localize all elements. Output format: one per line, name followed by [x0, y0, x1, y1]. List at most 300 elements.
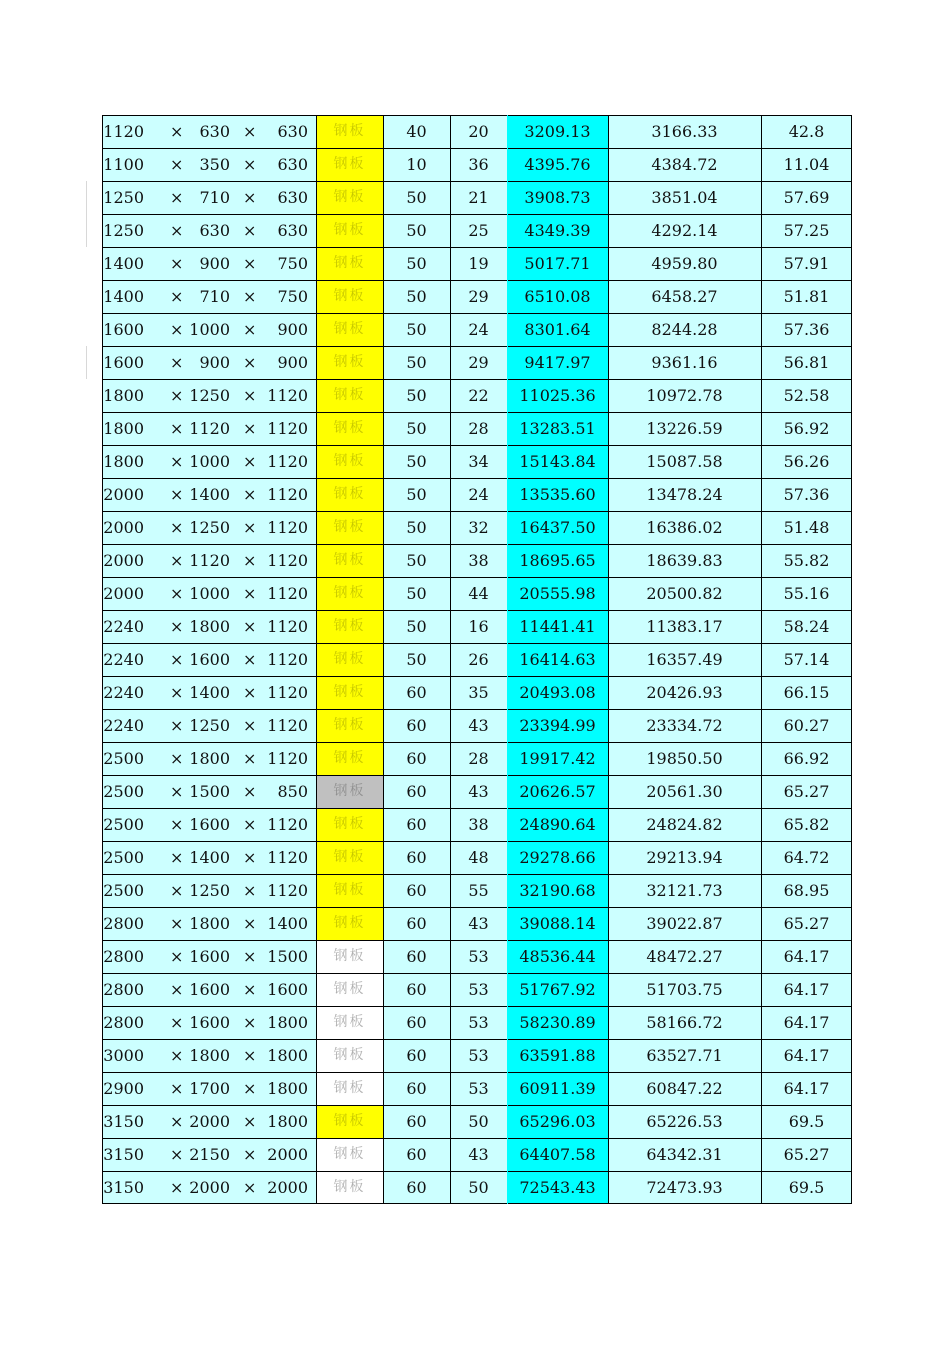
material-cell[interactable]: 钢板 [316, 1138, 383, 1171]
thickness-cell[interactable]: 60 [383, 742, 450, 775]
count-cell[interactable]: 34 [450, 445, 507, 478]
dimension-cell[interactable] [102, 643, 316, 676]
material-cell[interactable]: 钢板 [316, 940, 383, 973]
material-cell[interactable]: 钢板 [316, 775, 383, 808]
thickness-cell[interactable]: 60 [383, 1039, 450, 1072]
difference-cell[interactable]: 57.36 [761, 478, 852, 511]
gross-weight-cell[interactable]: 5017.71 [507, 247, 608, 280]
grid-line [102, 709, 852, 710]
count-cell[interactable]: 28 [450, 742, 507, 775]
dim-length: 2240 [103, 683, 144, 702]
thickness-cell[interactable]: 60 [383, 1105, 450, 1138]
thickness-cell[interactable]: 40 [383, 115, 450, 148]
difference-cell[interactable]: 64.17 [761, 1072, 852, 1105]
dim-height: 1800 [267, 1079, 308, 1098]
dim-length: 2000 [103, 518, 144, 537]
net-weight-cell[interactable]: 58166.72 [608, 1006, 761, 1039]
thickness-cell[interactable]: 50 [383, 643, 450, 676]
table-row [102, 874, 852, 907]
dimension-cell[interactable] [102, 808, 316, 841]
dimension-cell[interactable] [102, 775, 316, 808]
count-cell[interactable]: 36 [450, 148, 507, 181]
dim-separator: × [243, 584, 257, 603]
dim-height: 750 [277, 254, 308, 273]
count-cell[interactable]: 55 [450, 874, 507, 907]
dim-separator: × [170, 188, 184, 207]
grid-line [102, 1171, 852, 1172]
thickness-cell[interactable]: 60 [383, 1072, 450, 1105]
dimension-cell[interactable] [102, 115, 316, 148]
gross-weight-cell[interactable]: 48536.44 [507, 940, 608, 973]
thickness-cell[interactable]: 50 [383, 379, 450, 412]
material-cell[interactable]: 钢板 [316, 577, 383, 610]
dim-length: 1800 [103, 452, 144, 471]
count-cell[interactable]: 26 [450, 643, 507, 676]
grid-line [102, 148, 852, 149]
difference-cell[interactable]: 58.24 [761, 610, 852, 643]
difference-cell[interactable]: 64.17 [761, 973, 852, 1006]
table-row [102, 610, 852, 643]
net-weight-cell[interactable]: 20561.30 [608, 775, 761, 808]
gross-weight-cell[interactable]: 72543.43 [507, 1171, 608, 1204]
dim-separator: × [243, 188, 257, 207]
dimension-cell[interactable] [102, 478, 316, 511]
gross-weight-cell[interactable]: 65296.03 [507, 1105, 608, 1138]
net-weight-cell[interactable]: 16357.49 [608, 643, 761, 676]
count-cell[interactable]: 35 [450, 676, 507, 709]
grid-line [102, 643, 852, 644]
dimension-cell[interactable] [102, 379, 316, 412]
thickness-cell[interactable]: 50 [383, 181, 450, 214]
count-cell[interactable]: 20 [450, 115, 507, 148]
dimension-cell[interactable] [102, 874, 316, 907]
gross-weight-cell[interactable]: 51767.92 [507, 973, 608, 1006]
difference-cell[interactable]: 55.16 [761, 577, 852, 610]
gross-weight-cell[interactable]: 8301.64 [507, 313, 608, 346]
thickness-cell[interactable]: 50 [383, 214, 450, 247]
net-weight-cell[interactable]: 8244.28 [608, 313, 761, 346]
dimension-cell[interactable] [102, 973, 316, 1006]
dimension-cell[interactable] [102, 1006, 316, 1039]
difference-cell[interactable]: 57.25 [761, 214, 852, 247]
dim-length: 1400 [103, 254, 144, 273]
dimension-cell[interactable] [102, 742, 316, 775]
thickness-cell[interactable]: 50 [383, 610, 450, 643]
gross-weight-cell[interactable]: 16437.50 [507, 511, 608, 544]
count-cell[interactable]: 22 [450, 379, 507, 412]
net-weight-cell[interactable]: 4959.80 [608, 247, 761, 280]
count-cell[interactable]: 24 [450, 313, 507, 346]
count-cell[interactable]: 43 [450, 709, 507, 742]
thickness-cell[interactable]: 60 [383, 841, 450, 874]
gross-weight-cell[interactable]: 4349.39 [507, 214, 608, 247]
difference-cell[interactable]: 65.82 [761, 808, 852, 841]
difference-cell[interactable]: 57.14 [761, 643, 852, 676]
net-weight-cell[interactable]: 23334.72 [608, 709, 761, 742]
count-cell[interactable]: 38 [450, 544, 507, 577]
difference-cell[interactable]: 57.91 [761, 247, 852, 280]
count-cell[interactable]: 43 [450, 907, 507, 940]
dim-width: 630 [199, 122, 230, 141]
thickness-cell[interactable]: 60 [383, 973, 450, 1006]
material-cell[interactable]: 钢板 [316, 709, 383, 742]
dimension-cell[interactable] [102, 841, 316, 874]
count-cell[interactable]: 29 [450, 280, 507, 313]
dim-separator: × [170, 518, 184, 537]
difference-cell[interactable]: 65.27 [761, 775, 852, 808]
net-weight-cell[interactable]: 13478.24 [608, 478, 761, 511]
material-cell[interactable]: 钢板 [316, 544, 383, 577]
thickness-cell[interactable]: 50 [383, 280, 450, 313]
dim-width: 1600 [189, 815, 230, 834]
net-weight-cell[interactable]: 11383.17 [608, 610, 761, 643]
dimension-cell[interactable] [102, 412, 316, 445]
thickness-cell[interactable]: 50 [383, 511, 450, 544]
thickness-cell[interactable]: 60 [383, 709, 450, 742]
dim-width: 2150 [189, 1145, 230, 1164]
difference-cell[interactable]: 51.48 [761, 511, 852, 544]
gross-weight-cell[interactable]: 18695.65 [507, 544, 608, 577]
dimension-cell[interactable] [102, 544, 316, 577]
count-cell[interactable]: 21 [450, 181, 507, 214]
material-cell[interactable]: 钢板 [316, 247, 383, 280]
dim-height: 1120 [267, 617, 308, 636]
material-cell[interactable]: 钢板 [316, 511, 383, 544]
net-weight-cell[interactable]: 4292.14 [608, 214, 761, 247]
gross-weight-cell[interactable]: 3209.13 [507, 115, 608, 148]
gross-weight-cell[interactable]: 24890.64 [507, 808, 608, 841]
gross-weight-cell[interactable]: 58230.89 [507, 1006, 608, 1039]
gross-weight-cell[interactable]: 63591.88 [507, 1039, 608, 1072]
difference-cell[interactable]: 57.69 [761, 181, 852, 214]
gross-weight-cell[interactable]: 23394.99 [507, 709, 608, 742]
material-cell[interactable]: 钢板 [316, 973, 383, 1006]
dim-height: 630 [277, 188, 308, 207]
dim-width: 2000 [189, 1178, 230, 1197]
dim-separator: × [170, 848, 184, 867]
material-cell[interactable]: 钢板 [316, 148, 383, 181]
net-weight-cell[interactable]: 60847.22 [608, 1072, 761, 1105]
thickness-cell[interactable]: 10 [383, 148, 450, 181]
dimension-cell[interactable] [102, 247, 316, 280]
material-cell[interactable]: 钢板 [316, 874, 383, 907]
dim-length: 1400 [103, 287, 144, 306]
dim-separator: × [170, 650, 184, 669]
dim-separator: × [243, 1013, 257, 1032]
material-cell[interactable]: 钢板 [316, 907, 383, 940]
dim-separator: × [243, 122, 257, 141]
gross-weight-cell[interactable]: 32190.68 [507, 874, 608, 907]
count-cell[interactable]: 44 [450, 577, 507, 610]
difference-cell[interactable]: 56.92 [761, 412, 852, 445]
material-cell[interactable]: 钢板 [316, 1171, 383, 1204]
count-cell[interactable]: 53 [450, 940, 507, 973]
count-cell[interactable]: 53 [450, 1072, 507, 1105]
table-row [102, 907, 852, 940]
dim-height: 1120 [267, 881, 308, 900]
difference-cell[interactable]: 42.8 [761, 115, 852, 148]
net-weight-cell[interactable]: 39022.87 [608, 907, 761, 940]
thickness-cell[interactable]: 60 [383, 940, 450, 973]
net-weight-cell[interactable]: 72473.93 [608, 1171, 761, 1204]
difference-cell[interactable]: 69.5 [761, 1105, 852, 1138]
grid-line [102, 280, 852, 281]
dimension-cell[interactable] [102, 1138, 316, 1171]
count-cell[interactable]: 53 [450, 973, 507, 1006]
dim-height: 1120 [267, 749, 308, 768]
thickness-cell[interactable]: 60 [383, 1171, 450, 1204]
dimension-cell[interactable] [102, 148, 316, 181]
thickness-cell[interactable]: 50 [383, 478, 450, 511]
difference-cell[interactable]: 64.72 [761, 841, 852, 874]
difference-cell[interactable]: 69.5 [761, 1171, 852, 1204]
dim-width: 1800 [189, 914, 230, 933]
gross-weight-cell[interactable]: 20493.08 [507, 676, 608, 709]
difference-cell[interactable]: 65.27 [761, 1138, 852, 1171]
net-weight-cell[interactable]: 18639.83 [608, 544, 761, 577]
dimension-cell[interactable] [102, 940, 316, 973]
count-cell[interactable]: 29 [450, 346, 507, 379]
gross-weight-cell[interactable]: 16414.63 [507, 643, 608, 676]
net-weight-cell[interactable]: 20426.93 [608, 676, 761, 709]
dimension-cell[interactable] [102, 214, 316, 247]
grid-line [102, 742, 852, 743]
dimension-cell[interactable] [102, 346, 316, 379]
dim-length: 2800 [103, 1013, 144, 1032]
thickness-cell[interactable]: 50 [383, 577, 450, 610]
net-weight-cell[interactable]: 20500.82 [608, 577, 761, 610]
count-cell[interactable]: 53 [450, 1006, 507, 1039]
gross-weight-cell[interactable]: 3908.73 [507, 181, 608, 214]
count-cell[interactable]: 25 [450, 214, 507, 247]
net-weight-cell[interactable]: 32121.73 [608, 874, 761, 907]
gross-weight-cell[interactable]: 64407.58 [507, 1138, 608, 1171]
grid-line [102, 313, 852, 314]
count-cell[interactable]: 16 [450, 610, 507, 643]
dim-width: 1800 [189, 617, 230, 636]
grid-line [102, 1039, 852, 1040]
count-cell[interactable]: 32 [450, 511, 507, 544]
dim-length: 2000 [103, 485, 144, 504]
gross-weight-cell[interactable]: 9417.97 [507, 346, 608, 379]
grid-line [761, 115, 762, 1204]
net-weight-cell[interactable]: 51703.75 [608, 973, 761, 1006]
gross-weight-cell[interactable]: 19917.42 [507, 742, 608, 775]
gross-weight-cell[interactable]: 29278.66 [507, 841, 608, 874]
gross-weight-cell[interactable]: 20555.98 [507, 577, 608, 610]
count-cell[interactable]: 19 [450, 247, 507, 280]
net-weight-cell[interactable]: 63527.71 [608, 1039, 761, 1072]
difference-cell[interactable]: 66.92 [761, 742, 852, 775]
count-cell[interactable]: 43 [450, 1138, 507, 1171]
thickness-cell[interactable]: 50 [383, 445, 450, 478]
material-cell[interactable]: 钢板 [316, 676, 383, 709]
table-row [102, 775, 852, 808]
dimension-cell[interactable] [102, 1105, 316, 1138]
dim-height: 1120 [267, 485, 308, 504]
difference-cell[interactable]: 51.81 [761, 280, 852, 313]
dimension-cell[interactable] [102, 181, 316, 214]
count-cell[interactable]: 38 [450, 808, 507, 841]
material-cell[interactable]: 钢板 [316, 610, 383, 643]
spreadsheet-table [102, 115, 852, 1204]
dim-length: 1600 [103, 320, 144, 339]
grid-line [102, 775, 852, 776]
gross-weight-cell[interactable]: 11025.36 [507, 379, 608, 412]
net-weight-cell[interactable]: 48472.27 [608, 940, 761, 973]
dimension-cell[interactable] [102, 445, 316, 478]
net-weight-cell[interactable]: 10972.78 [608, 379, 761, 412]
material-cell[interactable]: 钢板 [316, 181, 383, 214]
thickness-cell[interactable]: 60 [383, 1138, 450, 1171]
difference-cell[interactable]: 60.27 [761, 709, 852, 742]
dim-length: 2800 [103, 914, 144, 933]
dim-length: 2240 [103, 617, 144, 636]
grid-line [102, 841, 852, 842]
dimension-cell[interactable] [102, 676, 316, 709]
material-cell[interactable]: 钢板 [316, 280, 383, 313]
thickness-cell[interactable]: 60 [383, 907, 450, 940]
net-weight-cell[interactable]: 6458.27 [608, 280, 761, 313]
material-cell[interactable]: 钢板 [316, 115, 383, 148]
thickness-cell[interactable]: 50 [383, 313, 450, 346]
dim-height: 1120 [267, 716, 308, 735]
net-weight-cell[interactable]: 13226.59 [608, 412, 761, 445]
difference-cell[interactable]: 68.95 [761, 874, 852, 907]
grid-line [102, 1203, 852, 1204]
difference-cell[interactable]: 64.17 [761, 1006, 852, 1039]
dimension-cell[interactable] [102, 1072, 316, 1105]
dim-separator: × [170, 551, 184, 570]
dimension-cell[interactable] [102, 511, 316, 544]
difference-cell[interactable]: 57.36 [761, 313, 852, 346]
dimension-cell[interactable] [102, 280, 316, 313]
dim-height: 1120 [267, 518, 308, 537]
dimension-cell[interactable] [102, 610, 316, 643]
dim-separator: × [170, 287, 184, 306]
difference-cell[interactable]: 65.27 [761, 907, 852, 940]
net-weight-cell[interactable]: 4384.72 [608, 148, 761, 181]
material-cell[interactable]: 钢板 [316, 1072, 383, 1105]
difference-cell[interactable]: 64.17 [761, 1039, 852, 1072]
dim-length: 2240 [103, 650, 144, 669]
net-weight-cell[interactable]: 29213.94 [608, 841, 761, 874]
dimension-cell[interactable] [102, 1039, 316, 1072]
thickness-cell[interactable]: 60 [383, 808, 450, 841]
table-row [102, 280, 852, 313]
dim-separator: × [170, 980, 184, 999]
count-cell[interactable]: 48 [450, 841, 507, 874]
material-cell[interactable]: 钢板 [316, 808, 383, 841]
material-cell[interactable]: 钢板 [316, 643, 383, 676]
dim-separator: × [243, 551, 257, 570]
gross-weight-cell[interactable]: 39088.14 [507, 907, 608, 940]
count-cell[interactable]: 50 [450, 1171, 507, 1204]
material-cell[interactable]: 钢板 [316, 1006, 383, 1039]
gross-weight-cell[interactable]: 13283.51 [507, 412, 608, 445]
thickness-cell[interactable]: 50 [383, 346, 450, 379]
gross-weight-cell[interactable]: 20626.57 [507, 775, 608, 808]
gross-weight-cell[interactable]: 11441.41 [507, 610, 608, 643]
dim-height: 1120 [267, 551, 308, 570]
net-weight-cell[interactable]: 65226.53 [608, 1105, 761, 1138]
count-cell[interactable]: 24 [450, 478, 507, 511]
net-weight-cell[interactable]: 3851.04 [608, 181, 761, 214]
dimension-cell[interactable] [102, 313, 316, 346]
net-weight-cell[interactable]: 9361.16 [608, 346, 761, 379]
dim-separator: × [243, 1178, 257, 1197]
net-weight-cell[interactable]: 16386.02 [608, 511, 761, 544]
material-cell[interactable]: 钢板 [316, 841, 383, 874]
count-cell[interactable]: 53 [450, 1039, 507, 1072]
material-cell[interactable]: 钢板 [316, 412, 383, 445]
net-weight-cell[interactable]: 15087.58 [608, 445, 761, 478]
thickness-cell[interactable]: 60 [383, 676, 450, 709]
material-cell[interactable]: 钢板 [316, 1039, 383, 1072]
dim-length: 2500 [103, 815, 144, 834]
net-weight-cell[interactable]: 19850.50 [608, 742, 761, 775]
net-weight-cell[interactable]: 64342.31 [608, 1138, 761, 1171]
thickness-cell[interactable]: 60 [383, 775, 450, 808]
thickness-cell[interactable]: 50 [383, 544, 450, 577]
count-cell[interactable]: 50 [450, 1105, 507, 1138]
difference-cell[interactable]: 11.04 [761, 148, 852, 181]
thickness-cell[interactable]: 50 [383, 412, 450, 445]
difference-cell[interactable]: 52.58 [761, 379, 852, 412]
net-weight-cell[interactable]: 3166.33 [608, 115, 761, 148]
difference-cell[interactable]: 64.17 [761, 940, 852, 973]
gross-weight-cell[interactable]: 60911.39 [507, 1072, 608, 1105]
difference-cell[interactable]: 66.15 [761, 676, 852, 709]
dimension-cell[interactable] [102, 577, 316, 610]
difference-cell[interactable]: 56.81 [761, 346, 852, 379]
dim-length: 1100 [103, 155, 144, 174]
grid-line [102, 478, 852, 479]
dimension-cell[interactable] [102, 907, 316, 940]
material-cell[interactable]: 钢板 [316, 214, 383, 247]
gross-weight-cell[interactable]: 15143.84 [507, 445, 608, 478]
material-cell[interactable]: 钢板 [316, 1105, 383, 1138]
gross-weight-cell[interactable]: 4395.76 [507, 148, 608, 181]
material-cell[interactable]: 钢板 [316, 742, 383, 775]
material-cell[interactable]: 钢板 [316, 478, 383, 511]
count-cell[interactable]: 43 [450, 775, 507, 808]
table-row [102, 313, 852, 346]
difference-cell[interactable]: 56.26 [761, 445, 852, 478]
material-cell[interactable]: 钢板 [316, 445, 383, 478]
dim-width: 1400 [189, 848, 230, 867]
dim-height: 1800 [267, 1112, 308, 1131]
material-cell[interactable]: 钢板 [316, 313, 383, 346]
thickness-cell[interactable]: 60 [383, 1006, 450, 1039]
grid-line [102, 1006, 852, 1007]
dim-length: 3150 [103, 1178, 144, 1197]
count-cell[interactable]: 28 [450, 412, 507, 445]
material-cell[interactable]: 钢板 [316, 346, 383, 379]
thickness-cell[interactable]: 60 [383, 874, 450, 907]
gross-weight-cell[interactable]: 13535.60 [507, 478, 608, 511]
thickness-cell[interactable]: 50 [383, 247, 450, 280]
net-weight-cell[interactable]: 24824.82 [608, 808, 761, 841]
dimension-cell[interactable] [102, 1171, 316, 1204]
difference-cell[interactable]: 55.82 [761, 544, 852, 577]
dimension-cell[interactable] [102, 709, 316, 742]
material-cell[interactable]: 钢板 [316, 379, 383, 412]
dim-length: 2500 [103, 749, 144, 768]
dim-separator: × [170, 353, 184, 372]
gross-weight-cell[interactable]: 6510.08 [507, 280, 608, 313]
dim-length: 1800 [103, 386, 144, 405]
